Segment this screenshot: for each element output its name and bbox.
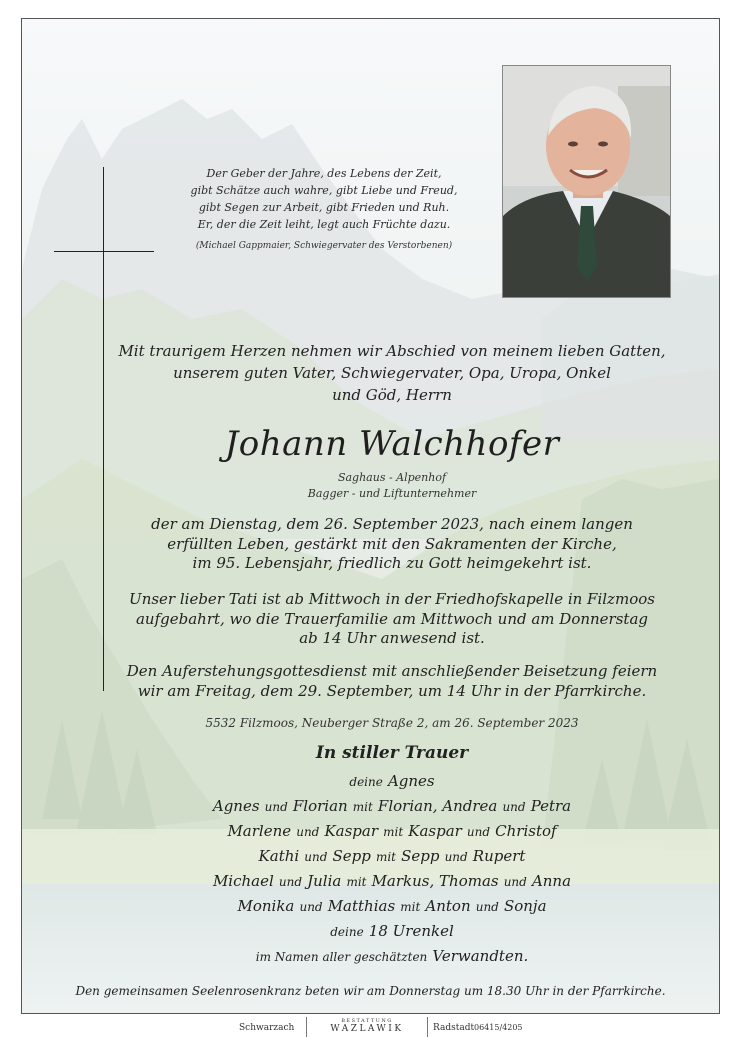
footer-location-left: Schwarzach [239,1023,295,1033]
poem-line: gibt Schätze auch wahre, gibt Liebe und Freud, [190,184,458,197]
place-and-date: 5532 Filzmoos, Neuberger Straße 2, am 26. September 2023 [205,716,579,730]
undertaker-logo [306,1017,428,1037]
mourner-row: deine 18 Urenkel [330,922,454,940]
poem-line: gibt Segen zur Arbeit, gibt Frieden und Ruh. [198,201,450,214]
deceased-subtitle: Saghaus - Alpenhof [337,471,447,484]
viewing-notice [82,590,702,649]
logo-main-text: WAZLAWIK [330,1024,404,1034]
mourner-row: im Namen aller geschätzten Verwandten. [255,947,529,965]
poem-attribution: (Michael Gappmaier, Schwiegervater des Verstorbenen) [195,241,453,251]
poem-line: Er, der die Zeit leiht, legt auch Früchte dazu. [197,218,451,231]
mourner-row: deine Agnes [349,772,435,790]
footer-location-right: Radstadt [433,1023,475,1033]
undertaker-footer [0,1017,750,1037]
mourner-row: Kathi und Sepp mit Sepp und Rupert [258,847,526,865]
cross-horizontal-bar [54,251,154,252]
mourner-row: Monika und Matthias mit Anton und Sonja [237,897,547,915]
mourners-title: In stiller Trauer [315,743,469,763]
intro-line: unserem guten Vater, Schwiegervater, Opa, Uropa, Onkel [173,364,611,382]
service-notice [82,662,702,701]
death-line: der am Dienstag, dem 26. September 2023, nach einem langen [151,515,633,533]
deceased-occupation: Bagger - und Liftunternehmer [307,487,477,500]
deceased-name: Johann Walchhofer [224,424,560,464]
mourner-row: Marlene und Kaspar mit Kaspar und Christof [227,822,557,840]
obituary-card [21,18,720,1014]
poem-line: Der Geber der Jahre, des Lebens der Zeit, [206,167,442,180]
death-line: erfüllten Leben, gestärkt mit den Sakramenten der Kirche, [167,534,617,553]
service-line: wir am Freitag, dem 29. September, um 14 Uhr in der Pfarrkirche. [137,681,647,700]
footer-phone: 06415/4205 [474,1023,523,1032]
portrait-photo [502,65,671,298]
logo-small-text: BESTATTUNG [341,1018,393,1024]
death-notice [82,515,702,574]
intro-text [82,340,702,406]
death-line: im 95. Lebensjahr, friedlich zu Gott heimgekehrt ist. [192,554,592,572]
mourner-row: Agnes und Florian mit Florian, Andrea und Petra [212,797,572,815]
rosary-notice: Den gemeinsamen Seelenrosenkranz beten wir am Donnerstag um 18.30 Uhr in der Pfarrkirche. [75,984,666,998]
service-line: Den Auferstehungsgottesdienst mit anschließender Beisetzung feiern [126,662,658,680]
viewing-line: Unser lieber Tati ist ab Mittwoch in der Friedhofskapelle in Filzmoos [129,590,655,608]
mourners-list [82,769,702,969]
intro-line: und Göd, Herrn [332,386,452,404]
intro-line: Mit traurigem Herzen nehmen wir Abschied von meinem lieben Gatten, [118,342,666,360]
viewing-line: aufgebahrt, wo die Trauerfamilie am Mittwoch und am Donnerstag [135,609,648,628]
poem [174,165,474,233]
viewing-line: ab 14 Uhr anwesend ist. [299,629,485,647]
mourner-row: Michael und Julia mit Markus, Thomas und Anna [212,872,572,890]
